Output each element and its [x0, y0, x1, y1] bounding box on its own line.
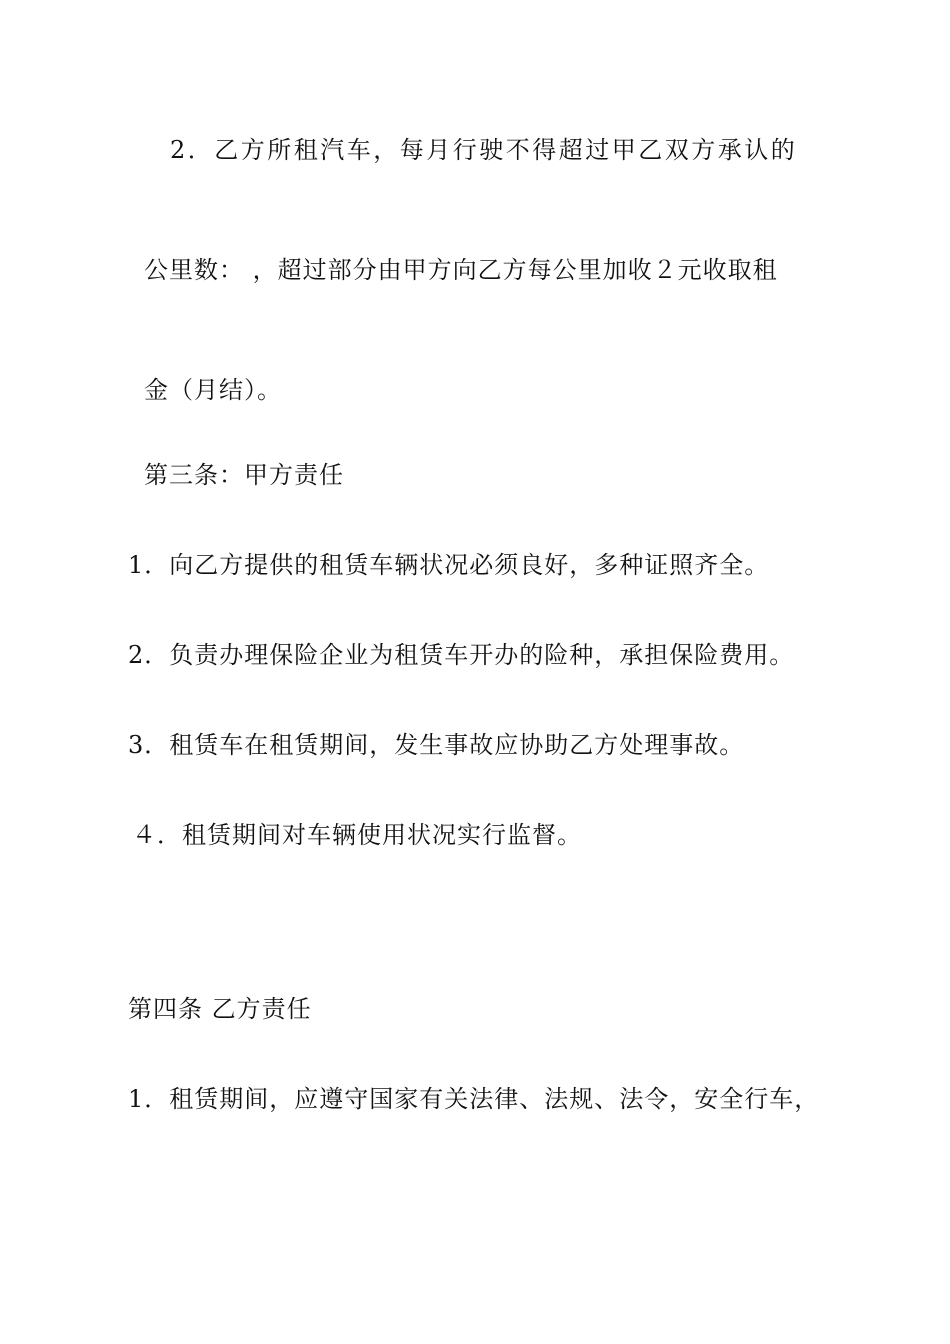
- article-3-item-4: ４．租赁期间对车辆使用状况实行监督。: [132, 821, 582, 849]
- article-3-item-3: 3．租赁车在租赁期间，发生事故应协助乙方处理事故。: [128, 731, 745, 759]
- clause-2-mileage-line-2: 公里数： ，超过部分由甲方向乙方每公里加收２元收取租: [144, 256, 778, 284]
- article-4-heading: 第四条 乙方责任: [128, 995, 312, 1023]
- article-3-item-2: 2．负责办理保险企业为租赁车开办的险种，承担保险费用。: [128, 641, 795, 669]
- clause-2-mileage-line-1: 2．乙方所租汽车，每月行驶不得超过甲乙双方承认的: [170, 136, 798, 164]
- article-4-item-1: 1．租赁期间，应遵守国家有关法律、法规、法令，安全行车，: [128, 1085, 820, 1113]
- clause-2-mileage-line-3: 金（月结）。: [144, 376, 282, 404]
- article-3-heading: 第三条：甲方责任: [144, 461, 344, 489]
- article-3-item-1: 1．向乙方提供的租赁车辆状况必须良好，多种证照齐全。: [128, 551, 770, 579]
